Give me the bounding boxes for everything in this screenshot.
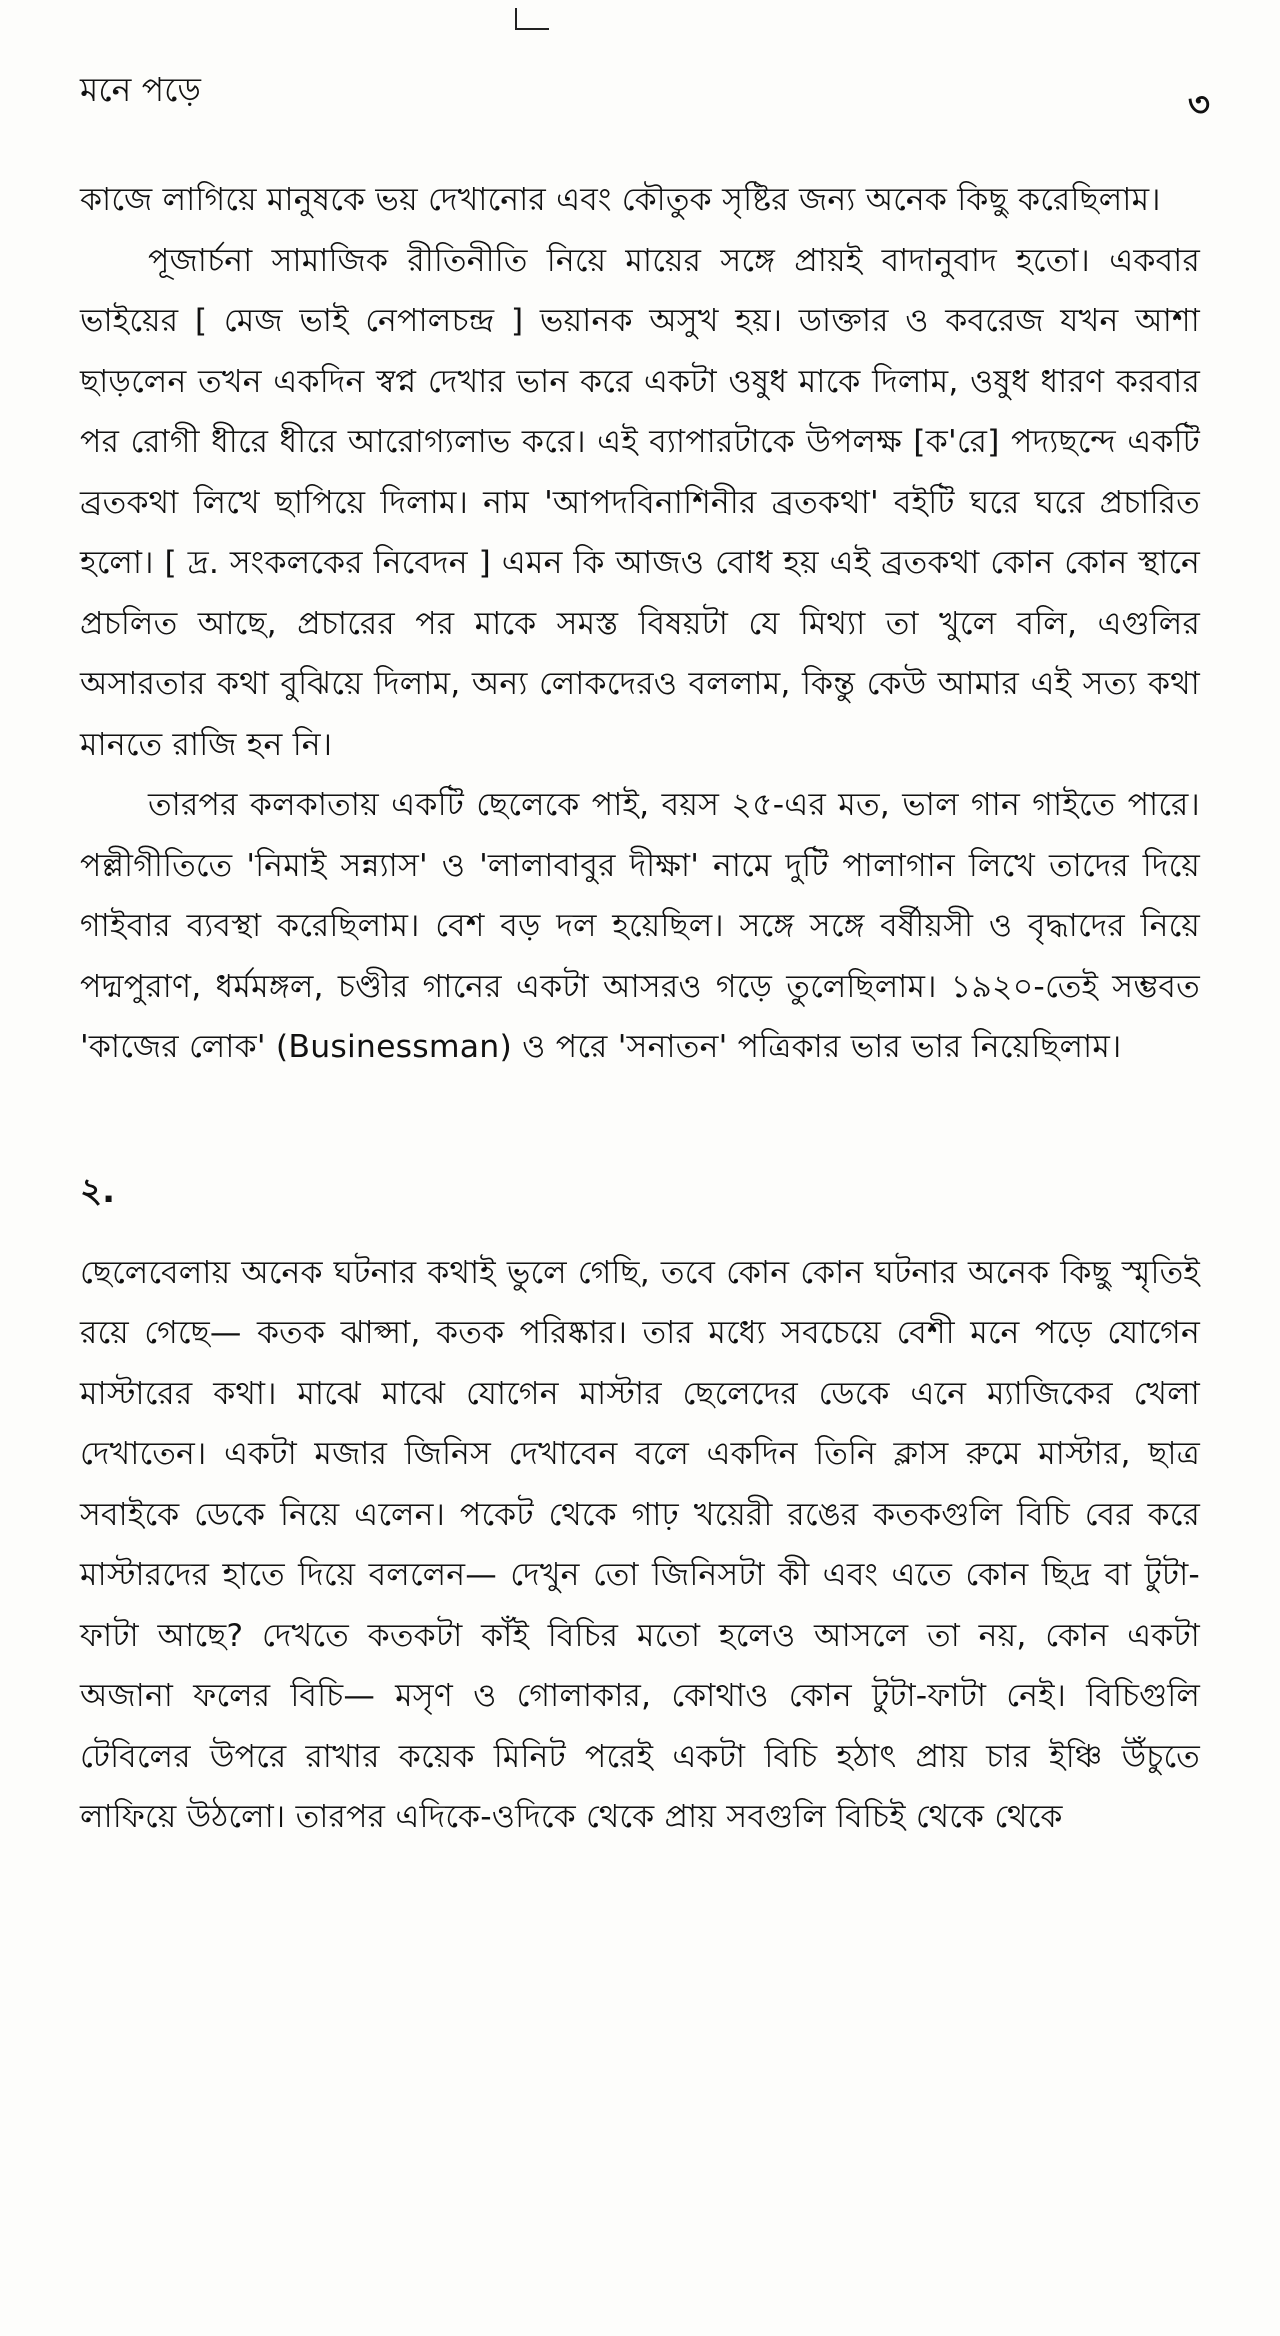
page-body — [80, 170, 1200, 1848]
page-header — [80, 70, 1210, 130]
running-head: মনে পড়ে — [80, 70, 201, 109]
crop-mark — [515, 8, 517, 30]
section-paragraph: ছেলেবেলায় অনেক ঘটনার কথাই ভুলে গেছি, তবে কোন কোন ঘটনার অনেক কিছু স্মৃতিই রয়ে গেছে— কতক ঝাপ্সা, কতক পরিষ্কার। তার মধ্যে সবচেয়ে বেশী মনে পড়ে যোগেন মাস্টারের কথা। মাঝে মাঝে যোগেন মাস্টার ছেলেদের ডেকে এনে ম্যাজিকের খেলা দেখাতেন। একটা মজার জিনিস দেখাবেন বলে একদিন তিনি ক্লাস রুমে মাস্টার, ছাত্র সবাইকে ডেকে নিয়ে এলেন। পকেট থেকে গাঢ় খয়েরী রঙের কতকগুলি বিচি বের করে মাস্টারদের হাতে দিয়ে বললেন— দেখুন তো জিনিসটা কী এবং এতে কোন ছিদ্র বা টুটা-ফাটা আছে? দেখতে কতকটা কাঁই বিচির মতো হলেও আসলে তা নয়, কোন একটা অজানা ফলের বিচি— মসৃণ ও গোলাকার, কোথাও কোন টুটা-ফাটা নেই। বিচিগুলি টেবিলের উপরে রাখার কয়েক মিনিট পরেই একটা বিচি হঠাৎ প্রায় চার ইঞ্চি উঁচুতে লাফিয়ে উঠলো। তারপর এদিকে-ওদিকে থেকে প্রায় সবগুলি বিচিই থেকে থেকে — [80, 1254, 1200, 1835]
paragraph-3: তারপর কলকাতায় একটি ছেলেকে পাই, বয়স ২৫-এর মত, ভাল গান গাইতে পারে। পল্লীগীতিতে 'নিমাই সন্ন্যাস' ও 'লালাবাবুর দীক্ষা' নামে দুটি পালাগান লিখে তাদের দিয়ে গাইবার ব্যবস্থা করেছিলাম। বেশ বড় দল হয়েছিল। সঙ্গে সঙ্গে বর্ষীয়সী ও বৃদ্ধাদের নিয়ে পদ্মপুরাণ, ধর্মমঙ্গল, চণ্ডীর গানের একটা আসরও গড়ে তুলেছিলাম। ১৯২০-তেই সম্ভবত 'কাজের লোক' (Businessman) ও পরে 'সনাতন' পত্রিকার ভার ভার নিয়েছিলাম। — [80, 787, 1200, 1065]
page-number: ৩ — [1187, 85, 1210, 125]
section-number: ২. — [80, 1170, 116, 1211]
paragraph-1: কাজে লাগিয়ে মানুষকে ভয় দেখানোর এবং কৌতুক সৃষ্টির জন্য অনেক কিছু করেছিলাম। — [80, 182, 1161, 218]
paragraph-2: পূজার্চনা সামাজিক রীতিনীতি নিয়ে মায়ের সঙ্গে প্রায়ই বাদানুবাদ হতো। একবার ভাইয়ের [ মেজ ভাই নেপালচন্দ্র ] ভয়ানক অসুখ হয়। ডাক্তার ও কবরেজ যখন আশা ছাড়লেন তখন একদিন স্বপ্ন দেখার ভান করে একটা ওষুধ মাকে দিলাম, ওষুধ ধারণ করবার পর রোগী ধীরে ধীরে আরোগ্যলাভ করে। এই ব্যাপারটাকে উপলক্ষ [ক'রে] পদ্যছন্দে একটি ব্রতকথা লিখে ছাপিয়ে দিলাম। নাম 'আপদবিনাশিনীর ব্রতকথা' বইটি ঘরে ঘরে প্রচারিত হলো। [ দ্র. সংকলকের নিবেদন ] এমন কি আজও বোধ হয় এই ব্রতকথা কোন কোন স্থানে প্রচলিত আছে, প্রচারের পর মাকে সমস্ত বিষয়টা যে মিথ্যা তা খুলে বলি, এগুলির অসারতার কথা বুঝিয়ে দিলাম, অন্য লোকদেরও বললাম, কিন্তু কেউ আমার এই সত্য কথা মানতে রাজি হন নি। — [80, 242, 1200, 763]
